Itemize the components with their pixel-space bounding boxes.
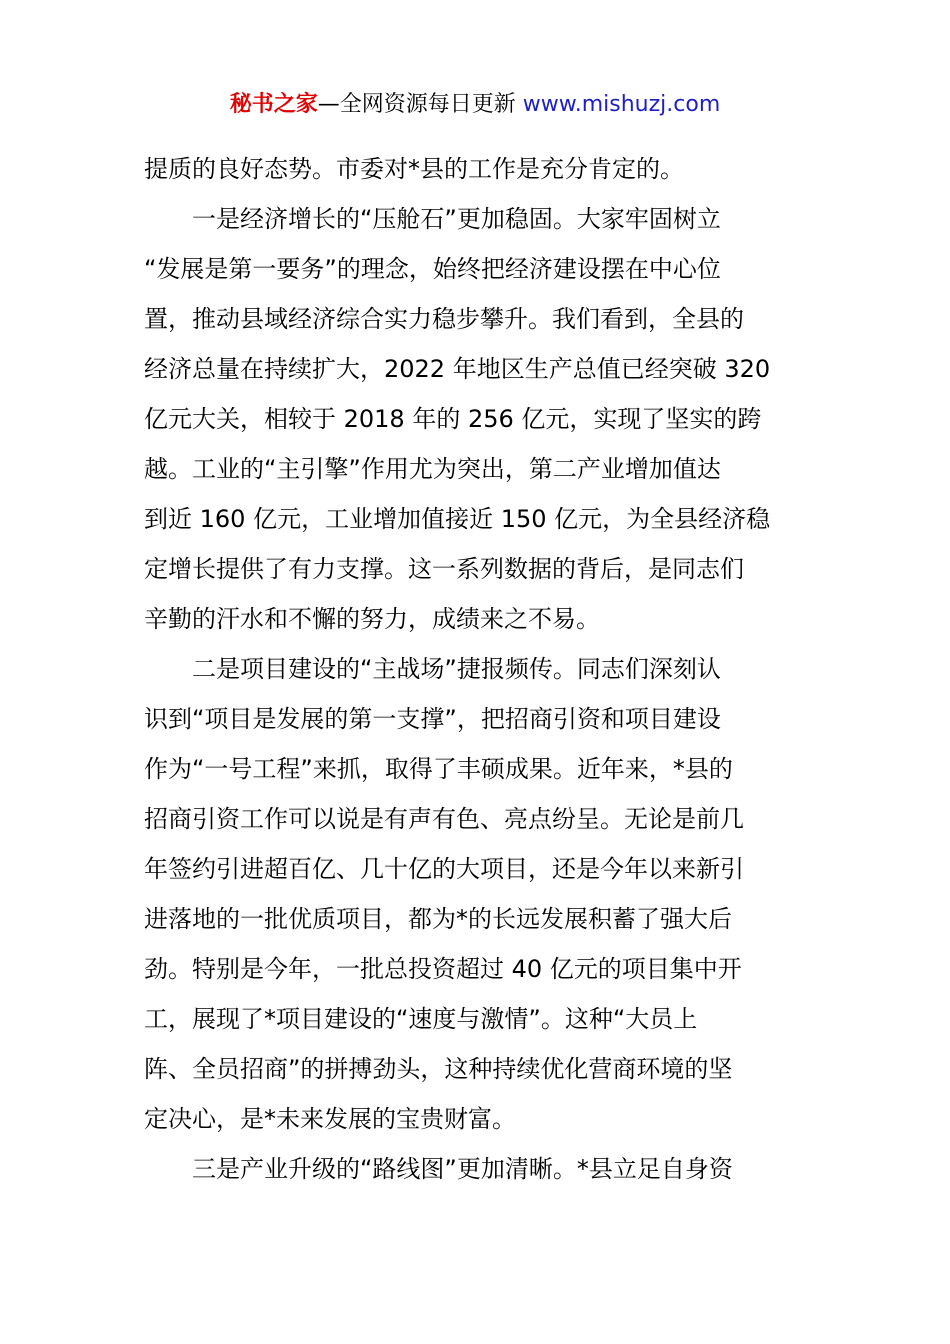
text-line: 置，推动县域经济综合实力稳步攀升。我们看到，全县的 <box>144 305 744 333</box>
header-tagline: —全网资源每日更新 <box>317 92 523 117</box>
text-line: 经济总量在持续扩大，2022 年地区生产总值已经突破 320 <box>144 355 771 383</box>
text-line: 辛勤的汗水和不懈的努力，成绩来之不易。 <box>144 605 600 633</box>
site-url-link[interactable]: www.mishuzj.com <box>522 92 721 117</box>
paragraph-first-line: 二是项目建设的“主战场”捷报频传。同志们深刻认 <box>192 655 721 683</box>
paragraph-first-line: 一是经济增长的“压舱石”更加稳固。大家牢固树立 <box>192 205 721 233</box>
text-line: 阵、全员招商”的拼搏劲头，这种持续优化营商环境的坚 <box>144 1055 733 1083</box>
text-line: 亿元大关，相较于 2018 年的 256 亿元，实现了坚实的跨 <box>144 405 762 433</box>
text-line: 劲。特别是今年，一批总投资超过 40 亿元的项目集中开 <box>144 955 742 983</box>
document-body <box>144 144 808 1194</box>
text-line: 工，展现了*项目建设的“速度与激情”。这种“大员上 <box>144 1005 698 1033</box>
text-line: 进落地的一批优质项目，都为*的长远发展积蓄了强大后 <box>144 905 732 933</box>
paragraph-first-line: 三是产业升级的“路线图”更加清晰。*县立足自身资 <box>192 1155 733 1183</box>
text-line: 定增长提供了有力支撑。这一系列数据的背后，是同志们 <box>144 555 744 583</box>
text-line: 越。工业的“主引擎”作用尤为突出，第二产业增加值达 <box>144 455 721 483</box>
text-line: 作为“一号工程”来抓，取得了丰硕成果。近年来，*县的 <box>144 755 733 783</box>
text-line: “发展是第一要务”的理念，始终把经济建设摆在中心位 <box>144 255 721 283</box>
brand-name: 秘书之家 <box>229 92 318 117</box>
site-header <box>0 88 950 122</box>
text-line: 提质的良好态势。市委对*县的工作是充分肯定的。 <box>144 155 684 183</box>
text-line: 招商引资工作可以说是有声有色、亮点纷呈。无论是前几 <box>144 805 744 833</box>
text-line: 识到“项目是发展的第一支撑”，把招商引资和项目建设 <box>144 705 721 733</box>
text-line: 定决心，是*未来发展的宝贵财富。 <box>144 1105 516 1133</box>
text-line: 年签约引进超百亿、几十亿的大项目，还是今年以来新引 <box>144 855 744 883</box>
text-line: 到近 160 亿元，工业增加值接近 150 亿元，为全县经济稳 <box>144 505 771 533</box>
